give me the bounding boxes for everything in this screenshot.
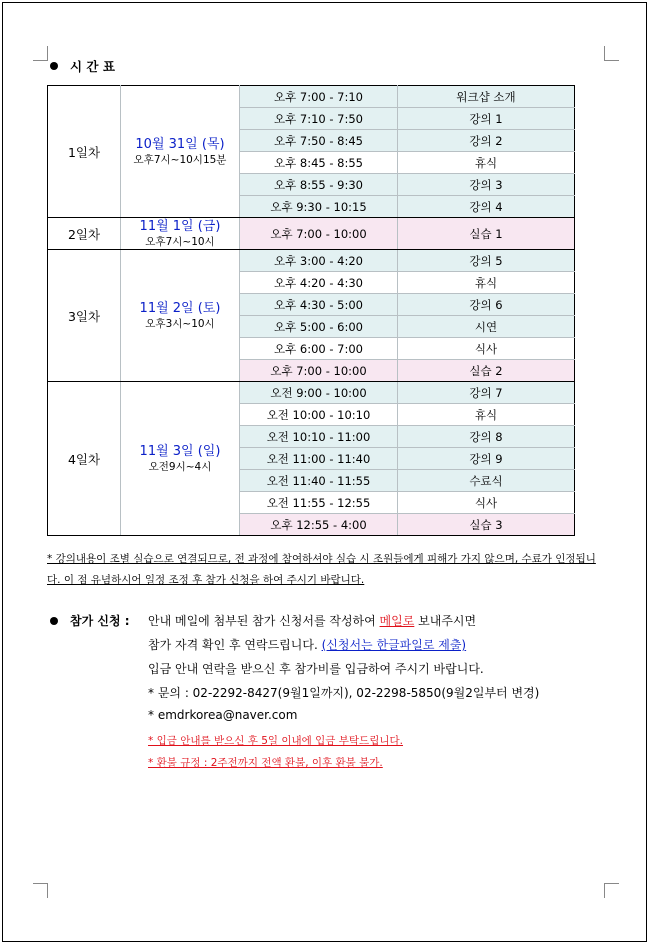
application-label: 참가 신청 :	[70, 614, 130, 628]
session-activity: 휴식	[398, 272, 575, 294]
schedule-row	[48, 86, 575, 108]
session-activity: 강의 1	[398, 108, 575, 130]
day-date-cell	[121, 86, 240, 218]
session-activity: 실습 3	[398, 514, 575, 536]
schedule-heading-text: 시 간 표	[70, 59, 115, 74]
session-time: 오전 11:00 - 11:40	[240, 448, 398, 470]
application-line-2	[148, 636, 466, 653]
application-label-row	[50, 612, 130, 629]
session-time: 오전 10:10 - 11:00	[240, 426, 398, 448]
day-label: 1일차	[48, 86, 121, 218]
session-activity: 식사	[398, 338, 575, 360]
application-text: 참가 자격 확인 후 연락드립니다.	[148, 638, 322, 652]
hangul-file-note: (신청서는 한글파일로 제출)	[321, 638, 467, 652]
crop-mark-top-left	[33, 46, 48, 61]
session-activity: 강의 6	[398, 294, 575, 316]
session-activity: 수료식	[398, 470, 575, 492]
refund-note: * 환불 규정 : 2주전까지 전액 환불, 이후 환불 불가.	[148, 757, 383, 769]
session-time: 오전 10:00 - 10:10	[240, 404, 398, 426]
bullet-icon	[50, 617, 58, 625]
session-activity: 강의 2	[398, 130, 575, 152]
session-activity: 실습 2	[398, 360, 575, 382]
crop-mark-top-right	[604, 46, 619, 61]
session-time: 오후 8:45 - 8:55	[240, 152, 398, 174]
session-activity: 식사	[398, 492, 575, 514]
day-hours: 오후7시~10시	[145, 236, 215, 248]
attendance-note: * 강의내용이 조별 실습으로 연결되므로, 전 과정에 참여하셔야 실습 시 조원들에게 피해가 가지 않으며, 수료가 인정됩니다. 이 점 유념하시어 일정 조정 후 참가 신청을 하여 주시기 바랍니다.	[47, 553, 596, 586]
session-time: 오후 8:55 - 9:30	[240, 174, 398, 196]
deposit-note: * 입금 안내를 받으신 후 5일 이내에 입금 부탁드립니다.	[148, 735, 403, 747]
session-time: 오후 7:00 - 7:10	[240, 86, 398, 108]
contact-phone: * 문의 : 02-2292-8427(9월1일까지), 02-2298-5850(9월2일부터 변경)	[148, 686, 540, 700]
day-label: 2일차	[48, 218, 121, 250]
day-date: 11월 2일 (토)	[139, 301, 221, 316]
session-time: 오후 7:50 - 8:45	[240, 130, 398, 152]
bullet-icon	[50, 62, 58, 70]
application-line-1	[148, 612, 476, 629]
session-time: 오후 9:30 - 10:15	[240, 196, 398, 218]
application-text: 보내주시면	[414, 614, 477, 628]
schedule-row	[48, 382, 575, 404]
session-time: 오후 5:00 - 6:00	[240, 316, 398, 338]
session-time: 오후 4:30 - 5:00	[240, 294, 398, 316]
day-date-cell	[121, 250, 240, 382]
day-hours: 오전9시~4시	[148, 461, 212, 473]
application-text: 안내 메일에 첨부된 참가 신청서를 작성하여	[148, 614, 380, 628]
session-time: 오후 4:20 - 4:30	[240, 272, 398, 294]
email-emphasis: 메일로	[379, 614, 415, 628]
session-activity: 강의 5	[398, 250, 575, 272]
schedule-heading	[50, 57, 115, 75]
session-activity: 강의 4	[398, 196, 575, 218]
session-activity: 워크샵 소개	[398, 86, 575, 108]
schedule-row	[48, 250, 575, 272]
crop-mark-bottom-left	[33, 883, 48, 898]
day-date: 11월 1일 (금)	[139, 219, 221, 234]
session-activity: 강의 7	[398, 382, 575, 404]
session-time: 오후 12:55 - 4:00	[240, 514, 398, 536]
session-time: 오전 11:55 - 12:55	[240, 492, 398, 514]
day-label: 4일차	[48, 382, 121, 536]
day-date: 10월 31일 (목)	[135, 137, 225, 152]
day-date: 11월 3일 (일)	[139, 444, 221, 459]
day-label: 3일차	[48, 250, 121, 382]
session-time: 오전 11:40 - 11:55	[240, 470, 398, 492]
session-activity: 실습 1	[398, 218, 575, 250]
session-time: 오후 7:10 - 7:50	[240, 108, 398, 130]
day-hours: 오후3시~10시	[145, 318, 215, 330]
session-time: 오후 3:00 - 4:20	[240, 250, 398, 272]
schedule-row	[48, 218, 575, 250]
schedule-table	[47, 85, 575, 536]
session-activity: 강의 9	[398, 448, 575, 470]
day-hours: 오후7시~10시15분	[133, 154, 227, 166]
session-activity: 휴식	[398, 404, 575, 426]
session-time: 오후 6:00 - 7:00	[240, 338, 398, 360]
session-activity: 휴식	[398, 152, 575, 174]
session-time: 오후 7:00 - 10:00	[240, 218, 398, 250]
application-line-3: 입금 안내 연락을 받으신 후 참가비를 입금하여 주시기 바랍니다.	[148, 662, 484, 676]
session-time: 오후 7:00 - 10:00	[240, 360, 398, 382]
session-activity: 강의 8	[398, 426, 575, 448]
session-activity: 강의 3	[398, 174, 575, 196]
day-date-cell	[121, 218, 240, 250]
session-activity: 시연	[398, 316, 575, 338]
day-date-cell	[121, 382, 240, 536]
contact-email[interactable]: * emdrkorea@naver.com	[148, 708, 298, 722]
session-time: 오전 9:00 - 10:00	[240, 382, 398, 404]
crop-mark-bottom-right	[604, 883, 619, 898]
